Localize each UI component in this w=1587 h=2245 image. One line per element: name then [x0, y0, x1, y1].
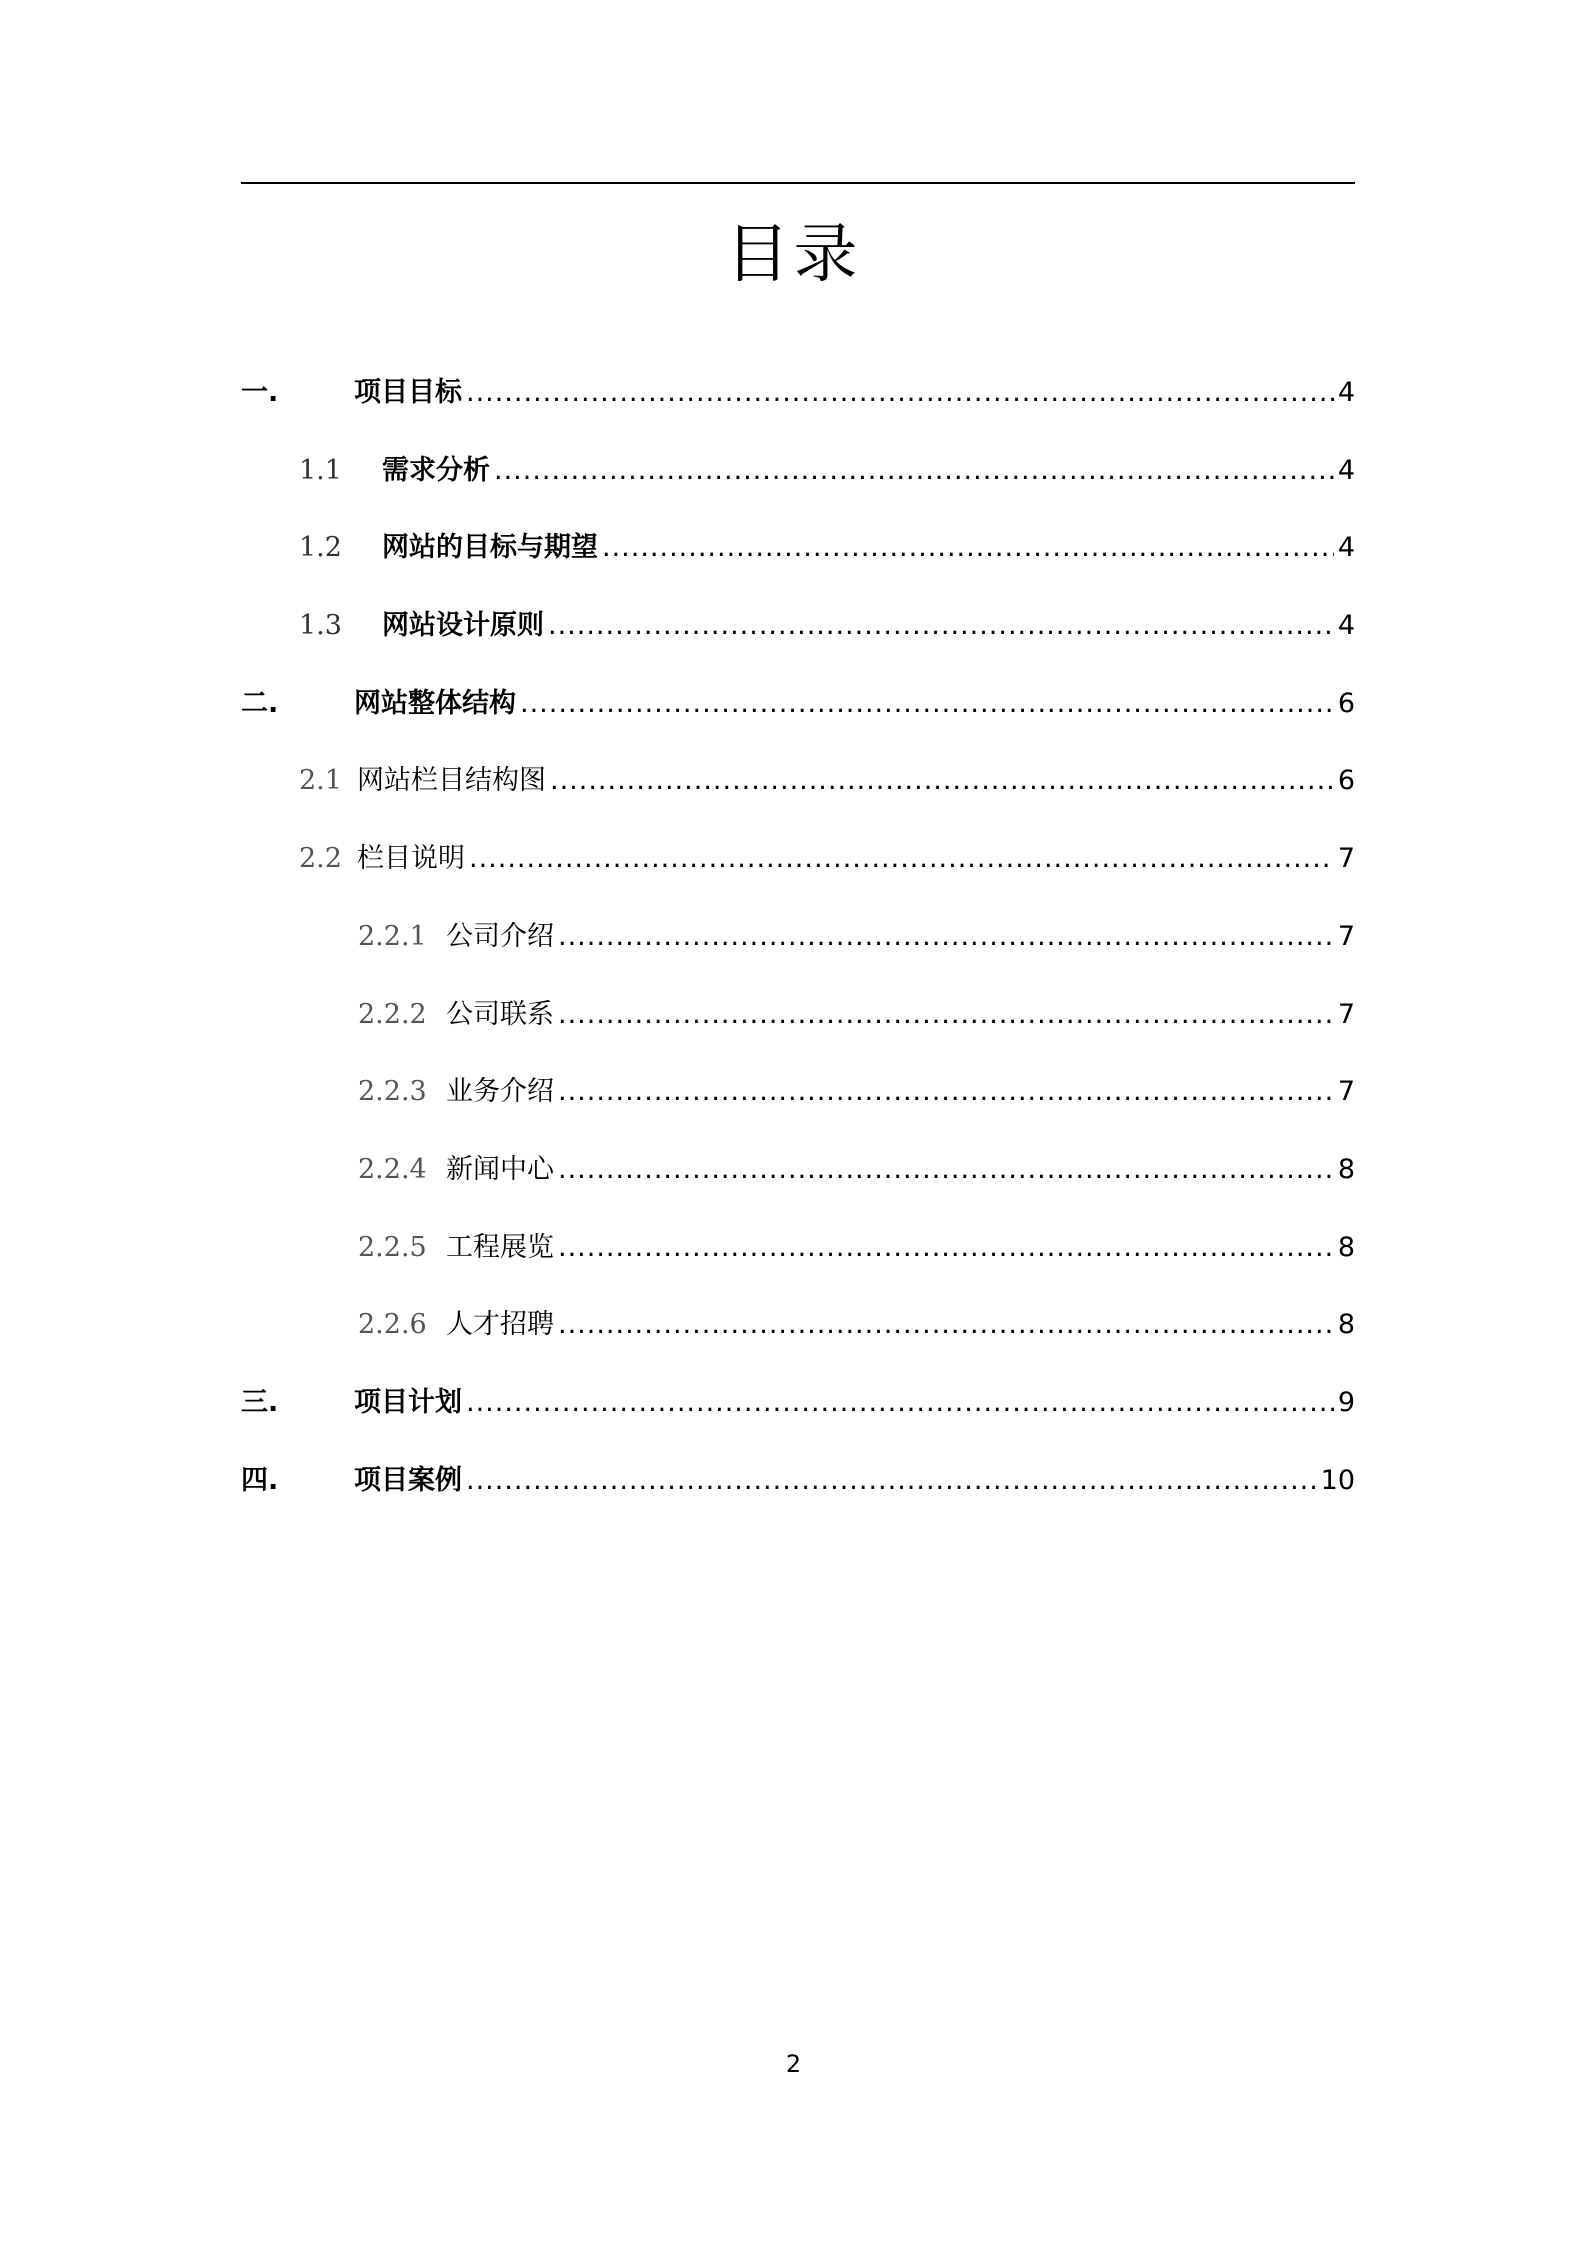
toc-entry[interactable]: [241, 1069, 1355, 1147]
toc-entry-label: 网站栏目结构图: [357, 765, 546, 797]
toc-dot-leader: [558, 999, 1334, 1030]
toc-entry[interactable]: [241, 758, 1355, 836]
toc-entry-page: 8: [1337, 1309, 1355, 1341]
toc-entry[interactable]: [241, 681, 1355, 759]
header-rule: [241, 182, 1355, 184]
toc-entry-number: 2.2.6: [358, 1309, 427, 1341]
toc-dot-leader: [520, 688, 1334, 719]
toc-entry-page: 4: [1337, 532, 1355, 564]
toc-entry[interactable]: [241, 1302, 1355, 1380]
toc-entry-label: 网站的目标与期望: [382, 532, 598, 564]
toc-dot-leader: [494, 455, 1334, 486]
toc-entry[interactable]: [241, 448, 1355, 526]
toc-entry-number: 2.2.2: [358, 998, 427, 1030]
toc-entry-number: 2.2.4: [358, 1153, 427, 1185]
toc-dot-leader: [558, 1232, 1334, 1263]
toc-entry-label: 网站整体结构: [354, 687, 516, 719]
toc-dot-leader: [466, 1465, 1317, 1496]
toc-entry-number: 1.3: [299, 610, 342, 642]
toc-entry-label: 公司联系: [446, 998, 554, 1030]
toc-entry-page: 7: [1337, 1076, 1355, 1108]
toc-entry[interactable]: [241, 603, 1355, 681]
table-of-contents: [241, 370, 1355, 1535]
toc-entry-page: 4: [1337, 454, 1355, 486]
toc-entry-number: 四.: [241, 1464, 279, 1496]
toc-entry-label: 业务介绍: [446, 1076, 554, 1108]
toc-entry-page: 4: [1337, 610, 1355, 642]
toc-entry-page: 6: [1337, 765, 1355, 797]
toc-entry[interactable]: [241, 370, 1355, 448]
toc-entry-label: 需求分析: [382, 454, 490, 486]
toc-entry-page: 8: [1337, 1153, 1355, 1185]
toc-entry-number: 2.2.5: [358, 1231, 427, 1263]
toc-entry-number: 1.2: [299, 532, 342, 564]
toc-entry-label: 人才招聘: [446, 1309, 554, 1341]
toc-dot-leader: [469, 843, 1334, 874]
toc-entry[interactable]: [241, 1380, 1355, 1458]
toc-entry-number: 二.: [241, 687, 279, 719]
toc-entry-page: 9: [1337, 1386, 1355, 1418]
toc-entry-number: 2.2.1: [358, 920, 427, 952]
toc-entry-page: 10: [1320, 1464, 1355, 1496]
toc-dot-leader: [548, 610, 1334, 641]
toc-dot-leader: [558, 1076, 1334, 1107]
toc-entry[interactable]: [241, 1458, 1355, 1536]
toc-dot-leader: [602, 532, 1334, 563]
toc-entry-number: 2.1: [299, 765, 342, 797]
toc-entry-number: 2.2: [299, 843, 342, 875]
toc-entry-label: 工程展览: [446, 1231, 554, 1263]
toc-entry-label: 项目案例: [354, 1464, 462, 1496]
toc-entry-label: 栏目说明: [357, 843, 465, 875]
toc-entry-label: 公司介绍: [446, 920, 554, 952]
toc-entry-page: 8: [1337, 1231, 1355, 1263]
toc-dot-leader: [466, 1387, 1334, 1418]
toc-entry[interactable]: [241, 1147, 1355, 1225]
toc-entry[interactable]: [241, 914, 1355, 992]
toc-entry-number: 一.: [241, 377, 279, 408]
toc-entry-page: 6: [1337, 687, 1355, 719]
toc-entry-label: 新闻中心: [446, 1153, 554, 1185]
toc-entry-label: 项目目标: [354, 377, 462, 408]
toc-entry[interactable]: [241, 992, 1355, 1070]
page-number: 2: [785, 2050, 802, 2078]
page-title: 目录: [725, 218, 862, 292]
toc-dot-leader: [558, 921, 1334, 952]
toc-dot-leader: [550, 765, 1334, 796]
toc-entry-page: 7: [1337, 998, 1355, 1030]
toc-entry-label: 网站设计原则: [382, 610, 544, 642]
toc-entry-page: 4: [1337, 377, 1355, 408]
toc-dot-leader: [558, 1154, 1334, 1185]
toc-entry-number: 三.: [241, 1386, 279, 1418]
toc-entry-label: 项目计划: [354, 1386, 462, 1418]
toc-entry-number: 2.2.3: [358, 1076, 427, 1108]
toc-entry[interactable]: [241, 525, 1355, 603]
toc-dot-leader: [466, 377, 1334, 408]
toc-entry-number: 1.1: [299, 454, 342, 486]
toc-entry-page: 7: [1337, 920, 1355, 952]
toc-entry-page: 7: [1337, 843, 1355, 875]
toc-entry[interactable]: [241, 1225, 1355, 1303]
toc-entry[interactable]: [241, 836, 1355, 914]
toc-dot-leader: [558, 1309, 1334, 1340]
